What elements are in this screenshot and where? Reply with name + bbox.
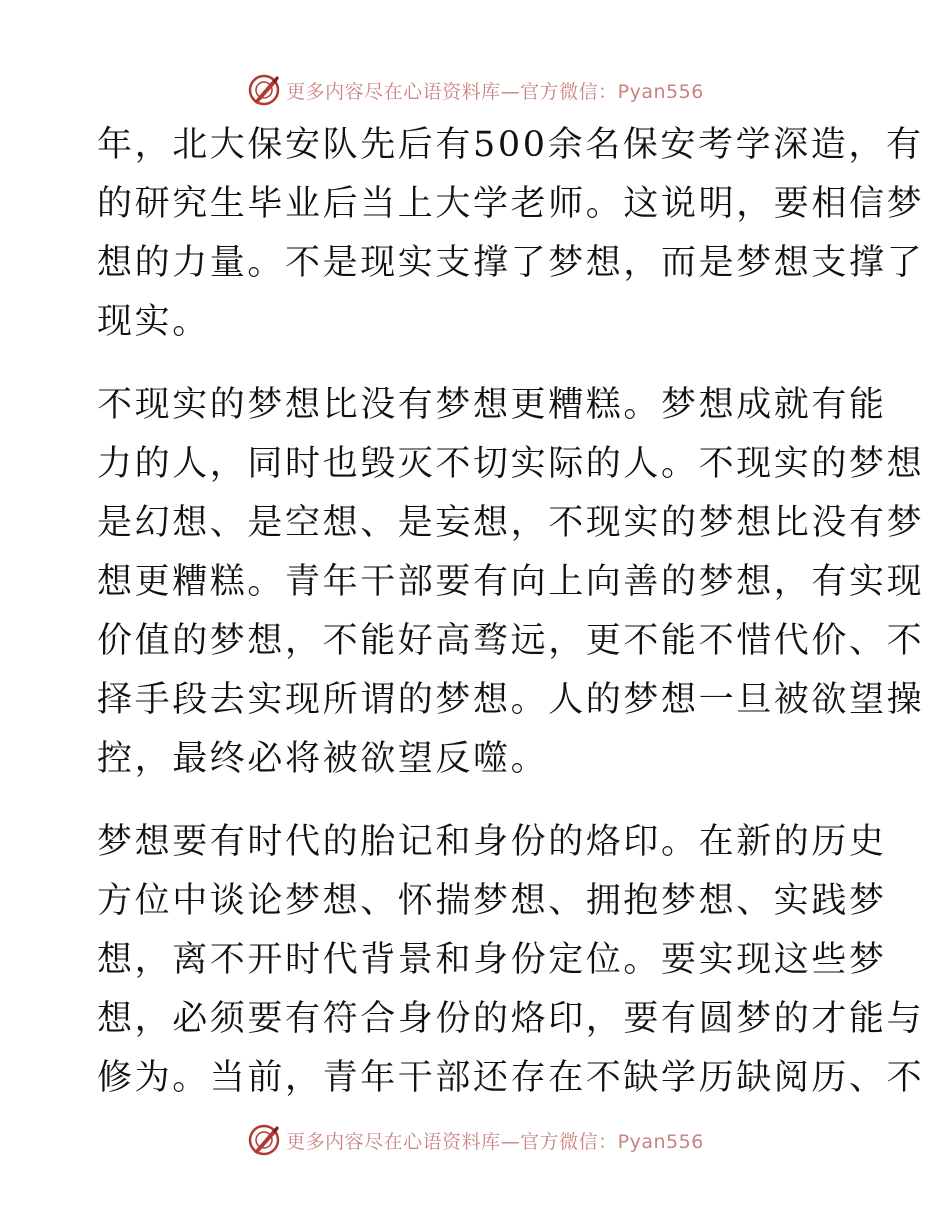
document-body (97, 116, 925, 1108)
footer-watermark (0, 1120, 950, 1160)
text-line: 现实。 (97, 302, 210, 342)
text-line: 是幻想、是空想、是妄想，不现实的梦想比没有梦 (97, 503, 925, 543)
watermark-text: 更多内容尽在心语资料库—官方微信：Pyan556 (286, 80, 704, 103)
text-line: 修为。当前，青年干部还存在不缺学历缺阅历、不 (97, 1058, 925, 1098)
header-watermark (0, 70, 950, 110)
text-line: 择手段去实现所谓的梦想。人的梦想一旦被欲望操 (97, 680, 925, 720)
text-line: 想，必须要有符合身份的烙印，要有圆梦的才能与 (97, 999, 925, 1039)
text-line: 年，北大保安队先后有500余名保安考学深造，有 (97, 125, 924, 165)
text-line: 梦想要有时代的胎记和身份的烙印。在新的历史 (97, 822, 887, 862)
text-line: 想，离不开时代背景和身份定位。要实现这些梦 (97, 940, 887, 980)
paragraph-3 (97, 813, 925, 1108)
pen-logo-icon (246, 1122, 282, 1158)
watermark-text: 更多内容尽在心语资料库—官方微信：Pyan556 (286, 1130, 704, 1153)
text-line: 力的人，同时也毁灭不切实际的人。不现实的梦想 (97, 444, 925, 484)
text-line: 不现实的梦想比没有梦想更糟糕。梦想成就有能 (97, 385, 887, 425)
text-line: 方位中谈论梦想、怀揣梦想、拥抱梦想、实践梦 (97, 881, 887, 921)
text-line: 想的力量。不是现实支撑了梦想，而是梦想支撑了 (97, 243, 925, 283)
text-line: 想更糟糕。青年干部要有向上向善的梦想，有实现 (97, 562, 925, 602)
pen-logo-icon (246, 72, 282, 108)
paragraph-2 (97, 376, 925, 789)
text-line: 控，最终必将被欲望反噬。 (97, 739, 549, 779)
text-line: 价值的梦想，不能好高骛远，更不能不惜代价、不 (97, 621, 925, 661)
paragraph-1 (97, 116, 925, 352)
text-line: 的研究生毕业后当上大学老师。这说明，要相信梦 (97, 184, 925, 224)
